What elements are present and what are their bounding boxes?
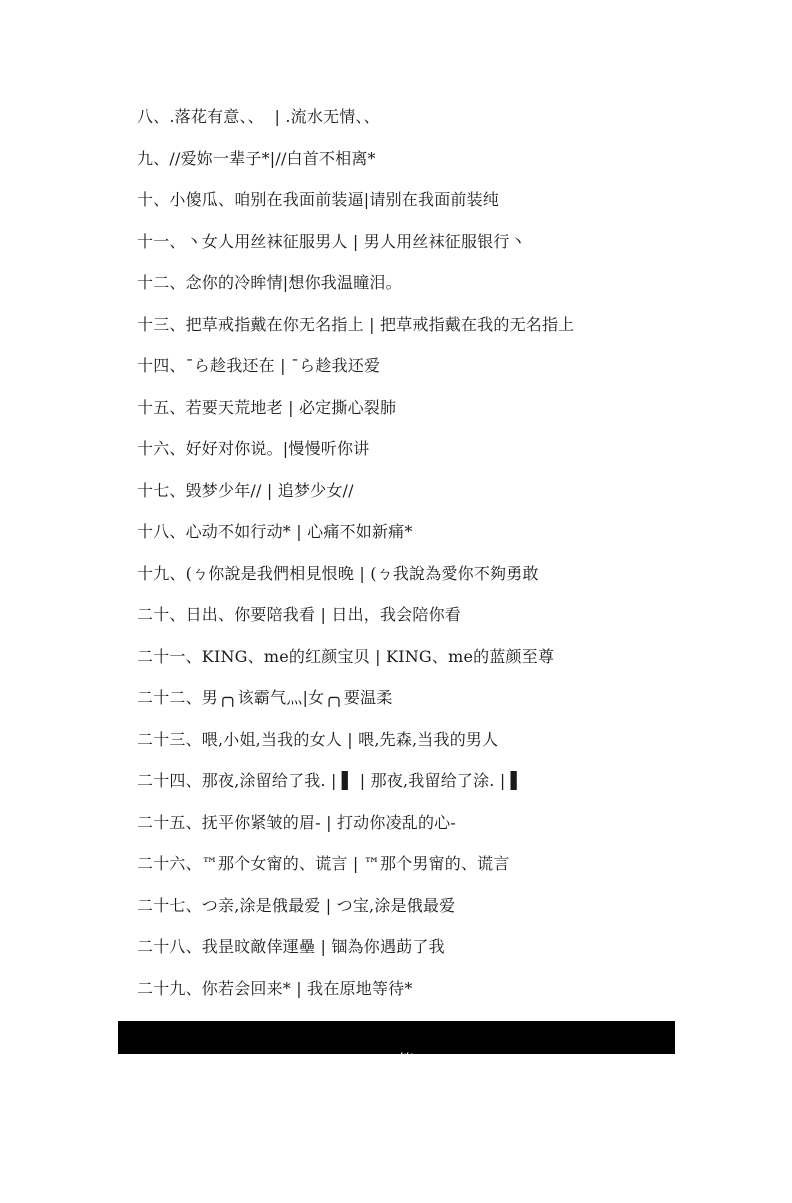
text-line: 二十七、つ亲,涂是俄最爱 | つ宝,涂是俄最爱: [137, 895, 456, 915]
text-line: 二十二、男╭╮该霸气灬|女╭╮要温柔: [137, 688, 393, 707]
current-page-number: 3: [400, 1077, 412, 1095]
text-line: 二十六、™那个女甯的、谎言 | ™那个男甯的、谎言: [137, 854, 510, 873]
text-line: 十八、心动不如行动* | 心痛不如新痛*: [137, 522, 413, 541]
text-line: 十五、若要天荒地老 | 必定撕心裂肺: [137, 397, 397, 417]
text-line: 十二、念你的冷眸情|想你我温瞳泪。: [137, 273, 402, 292]
text-line: 十一、丶女人用丝袜征服男人 | 男人用丝袜征服银行丶: [137, 231, 526, 251]
footer-suffix: 页: [398, 1155, 414, 1173]
text-line: 二十八、我昰旼敵倖運壘 | 锢為你遇莇了我: [137, 937, 445, 956]
text-line: 十四、¯ら趁我还在 | ¯ら趁我还爱: [137, 356, 381, 375]
text-line: 二十四、那夜,涂留给了我. | ▌ | 那夜,我留给了涂. | ▌: [137, 771, 524, 790]
footer-prefix: 第: [398, 1051, 414, 1069]
text-line: 二十三、喂,小姐,当我的女人 | 喂,先森,当我的男人: [137, 729, 499, 749]
text-line: 二十、日出、你要陪我看 | 日出，我会陪你看: [137, 605, 461, 624]
text-line: 十六、好好对你说。|慢慢听你讲: [137, 439, 370, 458]
page-footer: [118, 1021, 675, 1173]
text-line: 二十九、你若会回来* | 我在原地等待*: [137, 978, 413, 998]
text-line: 十九、(ㄅ你說是我們相見恨晚 | (ㄅ我說為愛你不夠勇敢: [137, 563, 539, 583]
text-line: 十三、把草戒指戴在你无名指上 | 把草戒指戴在我的无名指上: [137, 314, 575, 334]
text-line: 十、小傻瓜、咱别在我面前装逼|请别在我面前装纯: [137, 190, 499, 209]
footer-middle: 页 / 总页数: [368, 1103, 444, 1121]
text-line: 十七、毁梦少年// | 追梦少女//: [137, 480, 354, 500]
text-line: 二十五、抚平你紧皱的眉- | 打动你凌乱的心-: [137, 812, 456, 832]
text-line: 九、//爱妳一辈子*|//白首不相离*: [137, 148, 376, 168]
total-pages-number: 5: [400, 1129, 412, 1147]
text-line: 二十一、KING、me的红颜宝贝 | KING、me的蓝颜至尊: [137, 646, 555, 666]
text-lines: [137, 103, 757, 1016]
text-line: 八、.落花有意、、 | .流水无情、、: [137, 107, 380, 126]
